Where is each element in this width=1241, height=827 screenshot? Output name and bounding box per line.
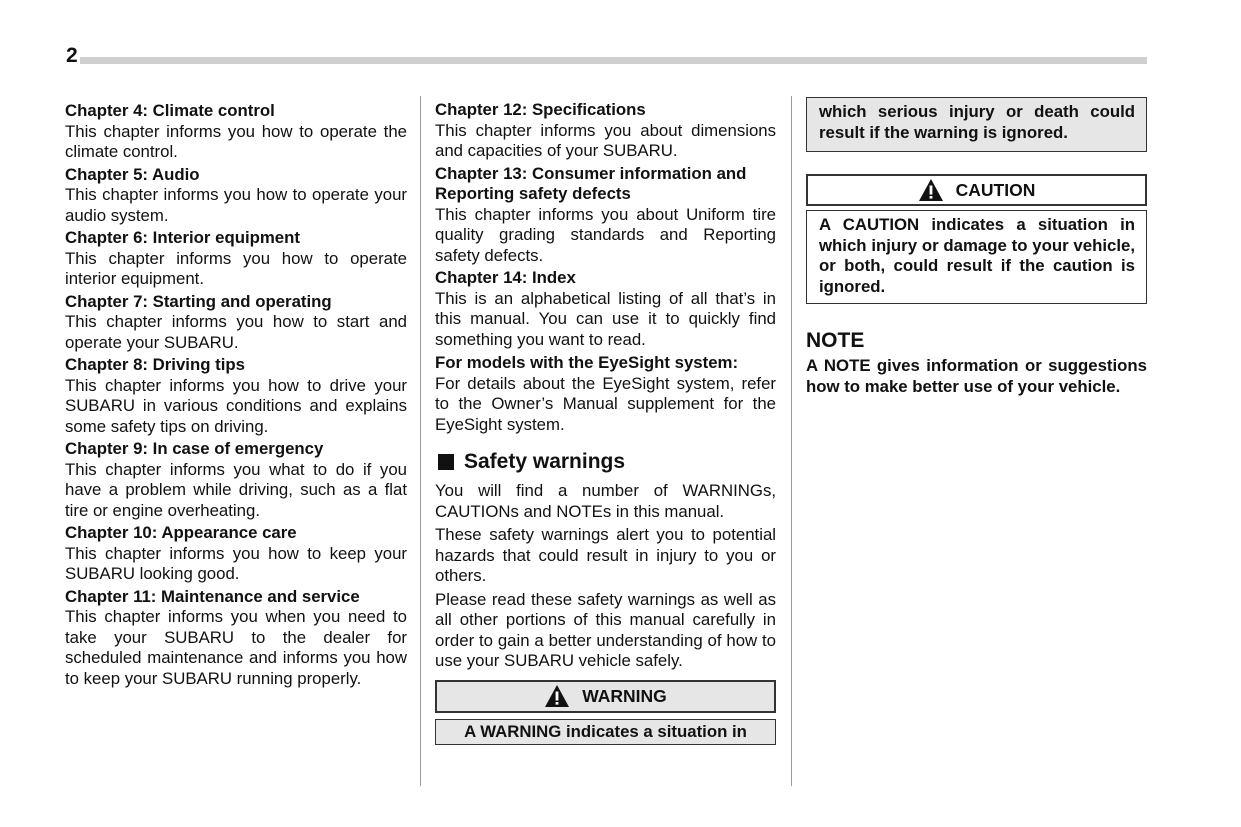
caution-label-box [806,174,1147,206]
chapter-description: This chapter informs you how to keep your SUBARU looking good. [65,543,407,583]
eyesight-title: For models with the EyeSight system: [435,353,739,372]
chapter-title: Chapter 6: Interior equipment [65,228,300,247]
column-divider-right [791,96,792,786]
chapter-entry [65,292,407,354]
chapter-entry [65,165,407,227]
chapter-title: Chapter 8: Driving tips [65,355,245,374]
page-number: 2 [66,44,78,67]
column-divider-left [420,96,421,786]
safety-warnings-heading [435,449,776,475]
warning-body-continued: which serious injury or death could result if the warning is ignored. [819,102,1135,142]
safety-warnings-title: Safety warnings [464,450,626,473]
note-body: A NOTE gives information or suggestions how to make better use of your vehicle. [806,356,1147,396]
chapter-description: This chapter informs you how to operate the climate control. [65,121,407,161]
chapter-title: Chapter 12: Specifications [435,100,646,119]
chapter-description: This chapter informs you when you need to take your SUBARU to the dealer for scheduled maintenance and informs you how to keep your SUBARU running properly. [65,607,407,688]
caution-label: CAUTION [955,179,1036,200]
chapter-entry [65,587,407,690]
chapter-title: Chapter 13: Consumer information and Reporting safety defects [435,163,747,203]
eyesight-description: For details about the EyeSight system, refer to the Owner’s Manual supplement for the EyeSight system. [435,373,776,434]
chapter-description: This chapter informs you about dimensions and capacities of your SUBARU. [435,120,776,160]
caution-body-box [806,210,1147,304]
chapter-entry [65,101,407,163]
warning-body-start: A WARNING indicates a situation in [464,721,747,741]
column-left [65,100,407,691]
chapter-entry [65,439,407,521]
chapter-title: Chapter 9: In case of emergency [65,439,324,458]
safety-paragraph: Please read these safety warnings as well as all other portions of this manual carefully in order to gain a better understanding of how to use your SUBARU vehicle safely. [435,589,776,670]
chapter-description: This chapter informs you what to do if you have a problem while driving, such as a flat tire or engine overheating. [65,459,407,520]
chapter-description: This chapter informs you how to drive your SUBARU in various conditions and explains some safety tips on driving. [65,375,407,436]
warning-label-box [435,680,776,713]
column-middle [435,100,776,745]
chapter-entry [435,268,776,350]
chapter-title: Chapter 11: Maintenance and service [65,586,360,606]
chapter-entry [435,100,776,162]
chapter-entry [65,228,407,290]
chapter-entry [65,523,407,585]
section-bullet-icon [438,454,454,470]
warning-triangle-icon [544,684,570,708]
header-rule [80,57,1147,64]
safety-paragraph: These safety warnings alert you to potential hazards that could result in injury to you or others. [435,525,776,585]
chapter-title: Chapter 10: Appearance care [65,523,297,542]
chapter-description: This chapter informs you how to operate your audio system. [65,185,407,225]
caution-triangle-icon [918,178,944,202]
warning-label: WARNING [582,685,667,706]
chapter-entry [435,164,776,267]
chapter-title: Chapter 5: Audio [65,164,200,184]
chapter-entry [435,353,776,435]
chapter-title: Chapter 7: Starting and operating [65,291,332,311]
chapter-title: Chapter 14: Index [435,268,576,287]
chapter-title: Chapter 4: Climate control [65,101,275,120]
column-right [806,97,1147,397]
note-title: NOTE [806,329,865,352]
warning-body-box [435,719,776,746]
safety-paragraph: You will find a number of WARNINGs, CAUTIONs and NOTEs in this manual. [435,481,776,521]
chapter-description: This chapter informs you about Uniform tire quality grading standards and Reporting safety defects. [435,204,776,265]
chapter-entry [65,355,407,437]
chapter-description: This is an alphabetical listing of all that’s in this manual. You can use it to quickly find something you want to read. [435,288,776,349]
warning-body-continued-box [806,97,1147,152]
caution-body: A CAUTION indicates a situation in which injury or damage to your vehicle, or both, could result if the caution is ignored. [819,215,1135,296]
chapter-description: This chapter informs you how to operate interior equipment. [65,248,407,288]
chapter-description: This chapter informs you how to start and operate your SUBARU. [65,312,407,352]
